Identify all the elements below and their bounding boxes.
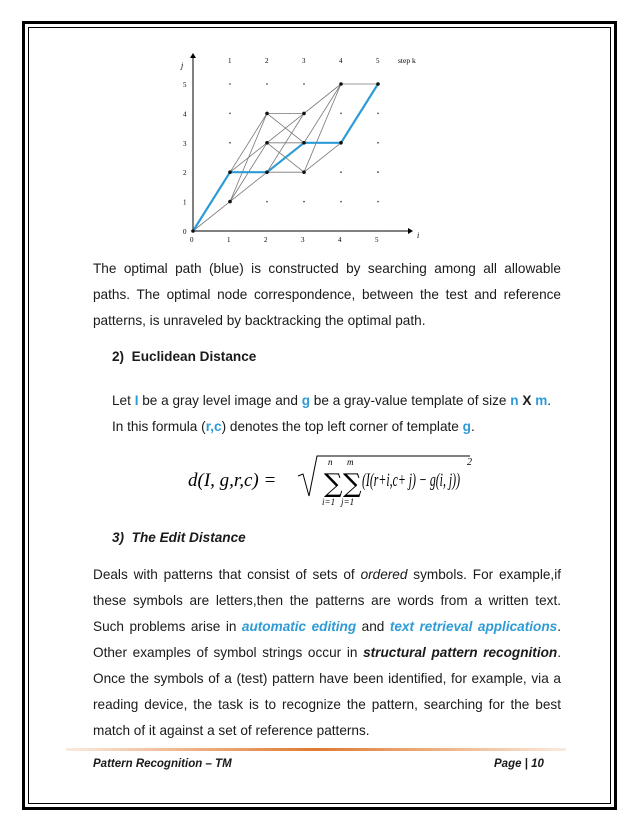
y-tick-label: 1 bbox=[183, 198, 187, 207]
top-tick-label: 5 bbox=[376, 57, 380, 65]
x-tick-label: 1 bbox=[227, 236, 231, 244]
paragraph-line: Other examples of symbol strings occur in structural pattern recognition. bbox=[93, 645, 561, 660]
paragraph-line: patterns, is unraveled by backtracking the optimal path. bbox=[93, 313, 426, 328]
grid-dot bbox=[377, 201, 379, 203]
y-tick-label: 3 bbox=[183, 139, 187, 148]
y-axis-label: j bbox=[181, 61, 184, 70]
grid-dot bbox=[303, 230, 305, 232]
grid-dot bbox=[377, 230, 379, 232]
grid-dot bbox=[303, 201, 305, 203]
highlight-rc: r,c bbox=[205, 419, 222, 434]
grid-dot bbox=[266, 201, 268, 203]
y-axis-arrow bbox=[190, 53, 196, 58]
grid-dot bbox=[340, 230, 342, 232]
path-node bbox=[302, 141, 306, 145]
sum-i-upper: n bbox=[328, 457, 333, 467]
path-node bbox=[191, 229, 195, 233]
optimal-path-figure bbox=[172, 48, 422, 248]
paragraph-edit-distance bbox=[93, 562, 561, 744]
section-number: 2) bbox=[112, 349, 125, 364]
grid-dot bbox=[229, 142, 231, 144]
candidate-edge bbox=[193, 202, 230, 231]
path-node bbox=[228, 170, 232, 174]
paragraph-line: Let I be a gray level image and g be a gray-value template of size n X m. bbox=[112, 393, 552, 408]
top-tick-label: 4 bbox=[339, 57, 343, 65]
euclidean-distance-formula bbox=[180, 450, 480, 510]
formula-exponent: 2 bbox=[467, 457, 472, 468]
grid-dot bbox=[229, 83, 231, 85]
grid-dot bbox=[303, 83, 305, 85]
x-axis-arrow bbox=[408, 228, 413, 234]
highlight-n: n bbox=[510, 393, 519, 408]
y-tick-label: 4 bbox=[183, 110, 187, 119]
grid-dot bbox=[340, 113, 342, 115]
emphasis-ordered: ordered bbox=[360, 567, 408, 582]
paragraph-line: The optimal path (blue) is constructed by searching among all allowable bbox=[93, 261, 561, 276]
section-number: 3) bbox=[112, 530, 125, 545]
sum-sign-i: ∑ bbox=[324, 469, 343, 499]
optimal-path-diagram bbox=[172, 48, 422, 248]
x-tick-label: 5 bbox=[375, 236, 379, 244]
paragraph-line: In this formula (r,c) denotes the top left corner of template g. bbox=[112, 419, 475, 434]
candidate-edge bbox=[230, 113, 267, 172]
candidate-edge bbox=[304, 143, 341, 172]
grid-dot bbox=[377, 113, 379, 115]
path-node bbox=[265, 141, 269, 145]
candidate-edge bbox=[304, 84, 341, 172]
sum-j-upper: m bbox=[347, 457, 354, 467]
path-node bbox=[302, 170, 306, 174]
top-tick-label: 1 bbox=[228, 57, 232, 65]
x-tick-label: 3 bbox=[301, 236, 305, 244]
grid-dot bbox=[340, 201, 342, 203]
path-node bbox=[376, 82, 380, 86]
top-tick-label: 3 bbox=[302, 57, 306, 65]
grid-dot bbox=[377, 171, 379, 173]
emphasis-structural-pattern-recognition: structural pattern recognition bbox=[363, 645, 558, 660]
section-heading-edit-distance bbox=[112, 530, 246, 545]
paragraph-line: Such problems arise in automatic editing and text retrieval applications. bbox=[93, 619, 561, 634]
highlight-m: m bbox=[535, 393, 548, 408]
paragraph-line: paths. The optimal node correspondence, between the test and reference bbox=[93, 287, 561, 302]
top-tick-label: 2 bbox=[265, 57, 269, 65]
footer-rule bbox=[66, 748, 566, 751]
paragraph-line: match of it against a set of reference patterns. bbox=[93, 723, 370, 738]
x-axis-label: i bbox=[417, 231, 420, 240]
highlight-g: g bbox=[301, 393, 311, 408]
paragraph-line: Deals with patterns that consist of sets of ordered symbols. For example,if bbox=[93, 567, 561, 582]
footer-page-number: Page | 10 bbox=[494, 758, 544, 770]
paragraph-optimal-path bbox=[93, 256, 561, 334]
formula-svg bbox=[180, 450, 480, 510]
path-node bbox=[339, 82, 343, 86]
candidate-edge bbox=[230, 172, 267, 201]
paragraph-line: these symbols are letters,then the patterns are words from a written text. bbox=[93, 593, 561, 608]
x-tick-label: 0 bbox=[190, 236, 194, 244]
highlight-g: g bbox=[462, 419, 471, 434]
top-axis-label: step k bbox=[398, 56, 416, 65]
path-node bbox=[265, 170, 269, 174]
paragraph-line: reading device, the task is to recognize the pattern, searching for the best bbox=[93, 697, 561, 712]
sum-j-lower: j=1 bbox=[341, 497, 355, 507]
sum-i-lower: i=1 bbox=[322, 497, 336, 507]
footer-title: Pattern Recognition – TM bbox=[93, 758, 232, 770]
grid-dot bbox=[229, 230, 231, 232]
highlight-text-retrieval: text retrieval applications bbox=[389, 619, 558, 634]
path-node bbox=[339, 141, 343, 145]
x-tick-label: 4 bbox=[338, 236, 342, 244]
grid-dot bbox=[266, 230, 268, 232]
grid-dot bbox=[266, 83, 268, 85]
path-node bbox=[302, 112, 306, 116]
grid-dot bbox=[229, 113, 231, 115]
formula-body: (I(r+i,c+ j) − g(i, j)) bbox=[362, 470, 460, 491]
y-tick-label: 2 bbox=[183, 169, 187, 178]
y-tick-label: 5 bbox=[183, 81, 187, 89]
grid-dot bbox=[340, 171, 342, 173]
candidate-edge bbox=[304, 84, 341, 113]
path-node bbox=[228, 200, 232, 204]
highlight-I: I bbox=[134, 393, 139, 408]
sum-sign-j: ∑ bbox=[343, 469, 362, 499]
section-title: Euclidean Distance bbox=[131, 349, 257, 364]
x-tick-label: 2 bbox=[264, 236, 268, 244]
path-node bbox=[265, 112, 269, 116]
paragraph-line: Once the symbols of a (test) pattern have been identified, for example, via a bbox=[93, 671, 561, 686]
section-heading-euclidean bbox=[112, 349, 256, 364]
candidate-edge bbox=[230, 143, 267, 172]
paragraph-euclidean bbox=[112, 388, 561, 440]
y-tick-label: 0 bbox=[183, 228, 187, 236]
formula-lhs: d(I, g,r,c) = bbox=[188, 470, 277, 491]
grid-dot bbox=[377, 142, 379, 144]
highlight-automatic-editing: automatic editing bbox=[241, 619, 357, 634]
section-title: The Edit Distance bbox=[131, 530, 246, 545]
candidate-edge bbox=[304, 84, 341, 143]
